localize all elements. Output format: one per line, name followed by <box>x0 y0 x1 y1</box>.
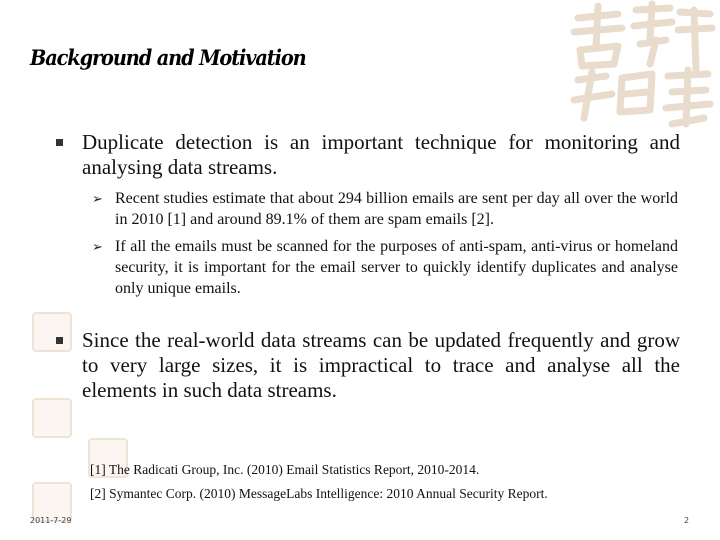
sub-bullet-item <box>92 236 678 299</box>
calligraphy-decoration <box>560 0 720 130</box>
sub-bullet-list <box>92 188 678 305</box>
decorative-stamp <box>32 398 72 438</box>
footer-date: 2011-7-29 <box>30 516 72 525</box>
square-bullet-icon <box>56 337 63 344</box>
slide-title: Background and Motivation <box>30 45 306 70</box>
sub-bullet-text: Recent studies estimate that about 294 billion emails are sent per day all over the world in 2010 [1] and around 89.1% of them are spam emails [2]. <box>115 190 678 228</box>
bullet-item <box>60 328 680 403</box>
sub-bullet-text: If all the emails must be scanned for the purposes of anti-spam, anti-virus or homeland security, it is important for the email server to quickly identify duplicates and analyse only unique emails. <box>115 238 678 297</box>
reference-item: [2] Symantec Corp. (2010) MessageLabs Intelligence: 2010 Annual Security Report. <box>90 486 548 501</box>
page-number: 2 <box>684 516 690 525</box>
references <box>90 458 548 506</box>
bullet-item <box>60 130 680 180</box>
arrow-bullet-icon: ➢ <box>92 191 103 206</box>
sub-bullet-item <box>92 188 678 230</box>
reference-item: [1] The Radicati Group, Inc. (2010) Email Statistics Report, 2010-2014. <box>90 462 480 477</box>
bullet-text: Since the real-world data streams can be updated frequently and grow to very large sizes, it is impractical to trace and analyse all the elements in such data streams. <box>82 328 680 402</box>
arrow-bullet-icon: ➢ <box>92 239 103 254</box>
bullet-text: Duplicate detection is an important technique for monitoring and analysing data streams. <box>82 130 680 179</box>
square-bullet-icon <box>56 139 63 146</box>
